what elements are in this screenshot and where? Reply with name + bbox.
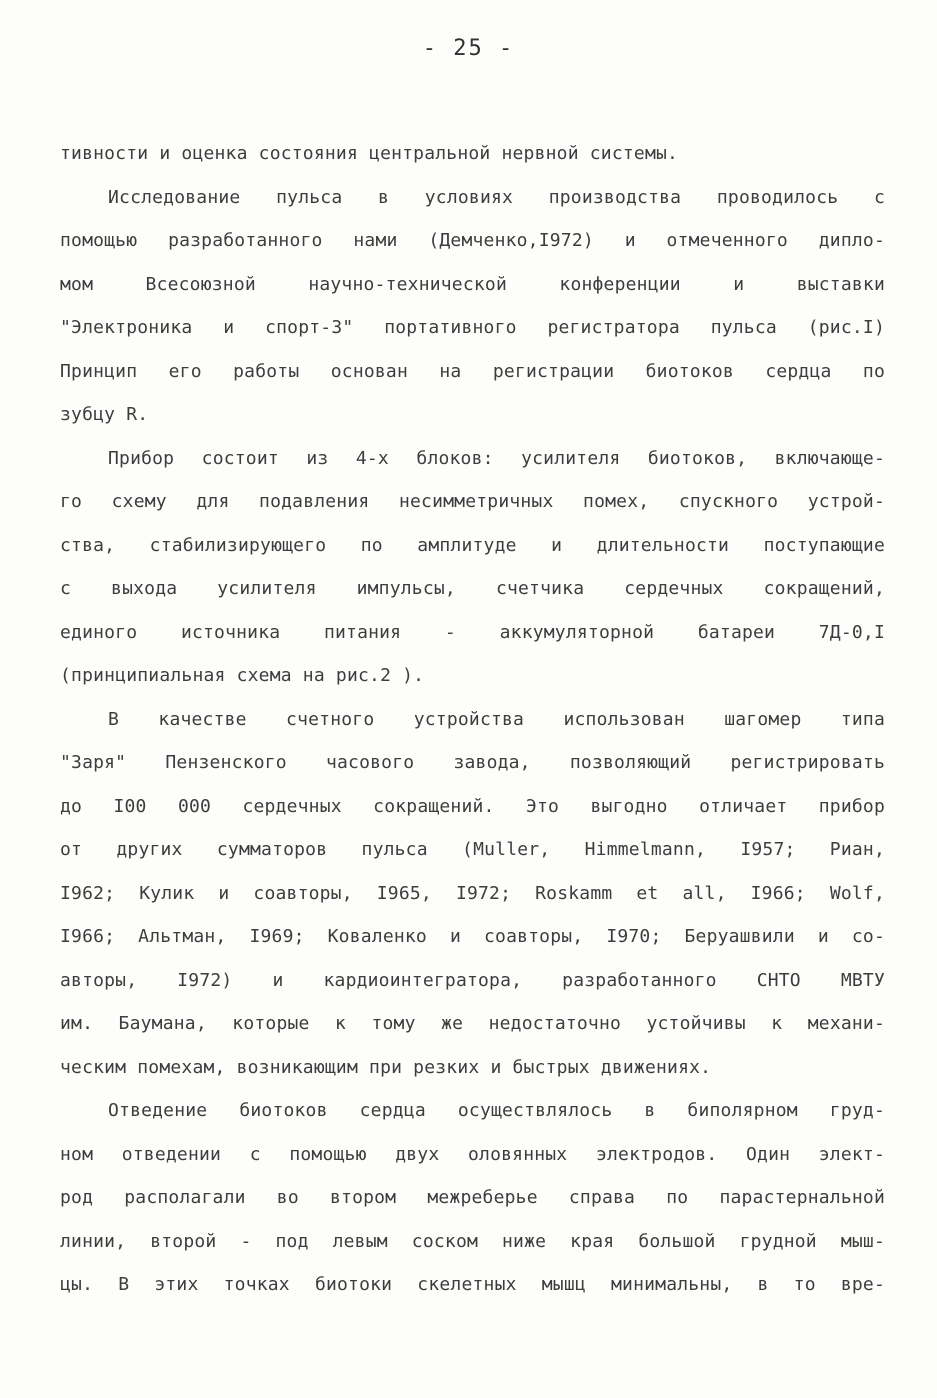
paragraph-start: Прибор состоит из 4-х блоков: усилителя биотоков, включающе-: [108, 447, 885, 469]
text-line: помощью разработанного нами (Демченко,I972) и отмеченного дипло-: [60, 230, 885, 251]
text-line: мом Всесоюзной научно-технической конференции и выставки: [60, 273, 885, 295]
document-body: [60, 132, 885, 1307]
text-line: (принципиальная схема на рис.2 ).: [60, 665, 425, 686]
text-line: от других сумматоров пульса (Muller, Himmelmann, I957; Риан,: [60, 839, 885, 860]
text-line: I966; Альтман, I969; Коваленко и соавторы, I970; Беруашвили и со-: [60, 926, 885, 947]
text-line: с выхода усилителя импульсы, счетчика сердечных сокращений,: [60, 578, 885, 599]
text-line: го схему для подавления несимметричных помех, спускного устрой-: [60, 491, 885, 512]
text-line: ческим помехам, возникающим при резких и быстрых движениях.: [60, 1056, 712, 1078]
text-line: тивности и оценка состояния центральной нервной системы.: [60, 143, 679, 164]
text-line: "Электроника и спорт-3" портативного регистратора пульса (рис.I): [60, 317, 885, 338]
text-line: "Заря" Пензенского часового завода, позволяющий регистрировать: [60, 752, 885, 773]
text-line: ства, стабилизирующего по амплитуде и длительности поступающие: [60, 534, 885, 556]
text-line: Принцип его работы основан на регистрации биотоков сердца по: [60, 360, 885, 382]
page-number: - 25 -: [422, 36, 515, 61]
paragraph-start: Исследование пульса в условиях производства проводилось с: [108, 186, 885, 208]
paragraph-start: Отведение биотоков сердца осуществлялось в биполярном груд-: [108, 1100, 885, 1121]
text-line: до I00 000 сердечных сокращений. Это выгодно отличает прибор: [60, 795, 885, 817]
text-line: род располагали во втором межреберье справа по парастернальной: [60, 1187, 885, 1208]
text-line: зубцу R.: [60, 404, 149, 425]
paragraph-start: В качестве счетного устройства использован шагомер типа: [108, 708, 885, 730]
text-line: ном отведении с помощью двух оловянных электродов. Один элект-: [60, 1143, 885, 1165]
text-line: единого источника питания - аккумуляторной батареи 7Д-0,I: [60, 621, 885, 643]
text-line: I962; Кулик и соавторы, I965, I972; Roskamm et all, I966; Wolf,: [60, 882, 885, 904]
text-line: линии, второй - под левым соском ниже края большой грудной мыш-: [60, 1230, 885, 1252]
text-line: цы. В этих точках биотоки скелетных мышц минимальны, в то вре-: [60, 1274, 885, 1295]
text-line: авторы, I972) и кардиоинтегратора, разработанного СНТО МВТУ: [60, 969, 885, 991]
text-line: им. Баумана, которые к тому же недостаточно устойчивы к механи-: [60, 1013, 885, 1034]
